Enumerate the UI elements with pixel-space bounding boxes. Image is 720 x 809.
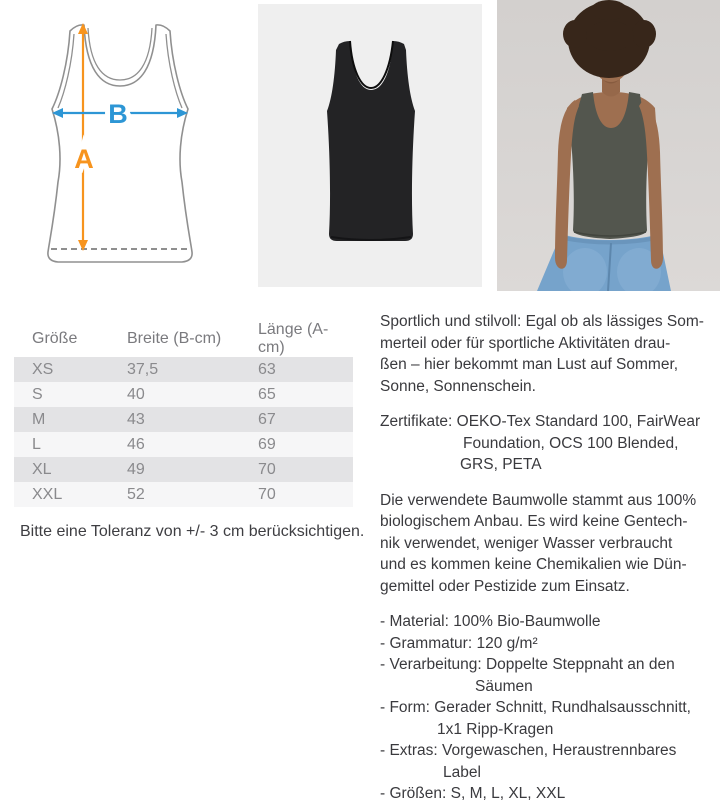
text-line: Die verwendete Baumwolle stammt aus 100% <box>380 491 697 509</box>
text-line: gemittel oder Pestizide zum Einsatz. <box>380 577 630 595</box>
text-line: - Größen: S, M, L, XL, XXL <box>380 785 566 802</box>
text-line: merteil oder für sportliche Aktivitäten drau- <box>380 334 671 352</box>
product-photo-black-tank <box>258 4 482 287</box>
header-breite: Breite (B-cm) <box>127 321 258 357</box>
text-line: ßen – hier bekommt man Lust auf Sommer, <box>380 356 679 373</box>
size-cell: 69 <box>258 435 276 453</box>
product-description <box>380 311 720 805</box>
text-line: - Verarbeitung: Doppelte Steppnaht an den <box>380 656 675 673</box>
text-line: Sonne, Sonnenschein. <box>380 377 536 395</box>
paragraph-zertifikate <box>380 411 720 476</box>
size-cell: M <box>32 410 46 428</box>
size-row-l <box>14 432 353 457</box>
text-line: - Form: Gerader Schnitt, Rundhalsausschnitt, <box>380 699 691 716</box>
size-row-xl <box>14 457 353 482</box>
size-cell: 70 <box>258 485 276 503</box>
size-cell: 65 <box>258 385 276 403</box>
size-cell: L <box>32 435 41 453</box>
size-cell: 46 <box>127 435 145 453</box>
text-line: Säumen <box>475 677 533 695</box>
header-laenge: Länge (A-cm) <box>258 321 353 357</box>
text-line: Zertifikate: OEKO-Tex Standard 100, FairWear <box>380 413 701 430</box>
text-line: Sportlich und stilvoll: Egal ob als lässiges Som- <box>380 313 704 330</box>
text-line: GRS, PETA <box>460 456 542 473</box>
size-cell: 37,5 <box>127 360 159 378</box>
size-row-m <box>14 407 353 432</box>
size-cell: 63 <box>258 360 276 378</box>
size-table-header-row <box>14 321 353 357</box>
size-cell: 67 <box>258 410 276 428</box>
size-cell: XXL <box>32 485 63 503</box>
header-groesse: Größe <box>14 321 127 357</box>
size-row-xs <box>14 357 353 382</box>
size-cell: 70 <box>258 460 276 478</box>
size-cell: XS <box>32 360 54 378</box>
size-cell: 40 <box>127 385 145 403</box>
size-cell: 43 <box>127 410 145 428</box>
length-arrow <box>74 23 94 251</box>
length-label: A <box>74 144 94 174</box>
black-tank-top-shape <box>327 41 415 241</box>
model-image <box>497 0 720 291</box>
width-label: B <box>108 99 128 129</box>
width-arrow <box>52 99 188 129</box>
text-line: und es kommen keine Chemikalien wie Dün- <box>380 556 687 573</box>
text-line: biologischem Anbau. Es wird keine Gentech- <box>380 513 688 530</box>
text-line: 1x1 Ripp-Kragen <box>437 720 554 738</box>
tolerance-note: Bitte eine Toleranz von +/- 3 cm berücksichtigen. <box>20 523 365 540</box>
size-cell: 52 <box>127 485 145 503</box>
paragraph-intro <box>380 311 720 397</box>
size-cell: 49 <box>127 460 145 478</box>
text-line: - Material: 100% Bio-Baumwolle <box>380 613 601 630</box>
text-line: - Grammatur: 120 g/m² <box>380 634 538 652</box>
text-line: nik verwendet, weniger Wasser verbraucht <box>380 534 673 552</box>
tank-top-outline <box>48 25 192 262</box>
size-diagram <box>20 8 235 283</box>
size-cell: XL <box>32 460 52 478</box>
model-photo <box>497 0 720 291</box>
size-table <box>14 321 353 507</box>
text-line: - Extras: Vorgewaschen, Heraustrennbares <box>380 742 677 759</box>
text-line: Label <box>443 763 481 781</box>
paragraph-baumwolle <box>380 490 720 598</box>
size-row-s <box>14 382 353 407</box>
size-cell: S <box>32 385 43 403</box>
bullet-list <box>380 611 720 805</box>
text-line: Foundation, OCS 100 Blended, <box>463 434 679 452</box>
size-row-xxl <box>14 482 353 507</box>
size-diagram-panel <box>20 8 235 283</box>
black-tank-top-image <box>258 4 482 287</box>
